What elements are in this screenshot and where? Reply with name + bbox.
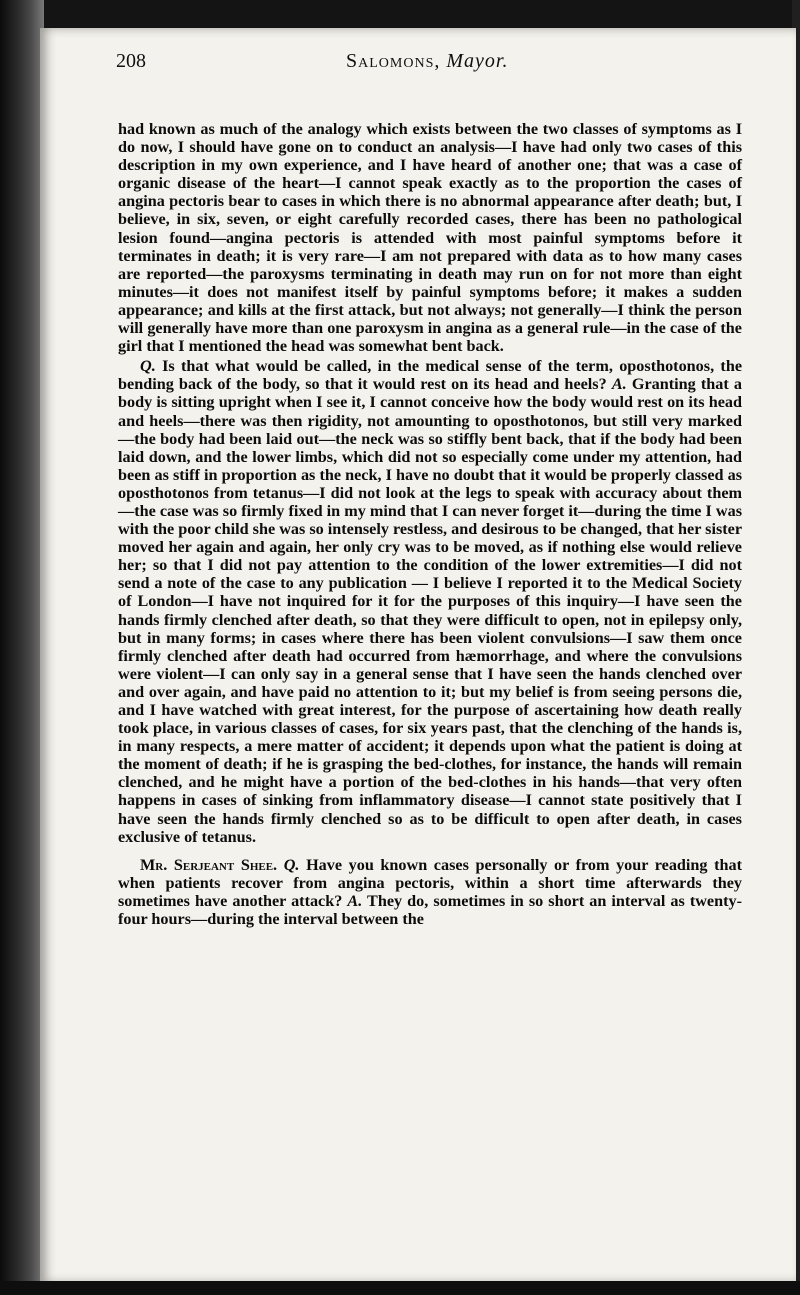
paragraph-3 [118, 856, 742, 928]
page-number: 208 [116, 50, 146, 72]
paragraph-2 [118, 357, 742, 846]
answer-text: Granting that a body is sitting upright when I see it, I cannot conceive how the body would rest on its head and heels—there was then rigidity, not amounting to oposthotonos, but still very marked—the body had been laid out—the neck was so stiffly bent back, that if the body had been laid down, and the lower limbs, which did not so especially come under my attention, had been as stiff in proportion as the neck, I have no doubt that it would be properly classed as oposthotonos from tetanus—I did not look at the legs to speak with accuracy about them—the case was so firmly fixed in my mind that I can never forget it—during the time I was with the poor child she was so intensely restless, and desirous to be changed, that her sister moved her again and again, her only cry was to be moved, as if nothing else would relieve her; so that I did not pay attention to the condition of the lower extremities—I did not send a note of the case to any publication — I believe I reported it to the Medical Society of London—I have not inquired for it for the purposes of this inquiry—I have seen the hands firmly clenched after death, so that they were difficult to open, not in epilepsy only, but in many forms; in cases where there has been violent convulsions—I saw them once firmly clenched after death had occurred from hæmorrhage, and where the convulsions were violent—I can only say in a general sense that I have seen the hands clenched over and over again, and have paid no attention to it; but my belief is from seeing persons die, and I have watched with great interest, for the purpose of ascertaining how death really took place, in various classes of cases, for six years past, that the clenching of the hands is, in many respects, a mere matter of accident; it depends upon what the patient is doing at the moment of death; if he is grasping the bed-clothes, for instance, the hands will remain clenched, and he might have a portion of the bed-clothes in his hands—that very often happens in cases of sinking from inflammatory disease—I cannot state positively that I have seen the hands firmly clenched so as to be difficult to open after death, in cases exclusive of tetanus. [118, 375, 743, 846]
running-head [346, 50, 508, 73]
running-head-name: Salomons, [346, 50, 441, 72]
binding-shadow [0, 0, 44, 1295]
answer-marker: A. [347, 891, 363, 910]
scan-border-bottom [0, 1281, 800, 1295]
paragraph-1: had known as much of the analogy which exists between the two classes of symptoms as I do now, I should have gone on to conduct an analysis—I have had only two cases of this description in my own experience, and I have heard of another one; that was a case of organic disease of the heart—I cannot speak exactly as to the proportion the cases of angina pectoris bear to cases in which there is no abnormal appearance after death; but, I believe, in six, seven, or eight carefully recorded cases, there has been no pathological lesion found—angina pectoris is attended with most painful symptoms before it terminates in death; it is very rare—I am not prepared with data as to how many cases are reported—the paroxysms terminating in death may run on for not more than eight minutes—it does not manifest itself by painful symptoms before; it makes a sudden appearance; and kills at the first attack, but not always; not generally—I think the person will generally have more than one paroxysm in angina as a general rule—in the case of the girl that I mentioned the head was somewhat bent back. [118, 120, 742, 356]
question-marker: Q. [283, 855, 300, 874]
question-text: Have you known cases personally or from your reading that when patients recover from angina pectoris, within a short time afterwards they sometimes have another attack? [118, 855, 742, 910]
question-text: Is that what would be called, in the medical sense of the term, oposthotonos, the bending back of the body, so that it would rest on its head and heels? [118, 357, 743, 394]
running-head-title: Mayor. [446, 50, 509, 72]
answer-marker: A. [611, 375, 627, 394]
answer-text: They do, sometimes in so short an interval as twenty-four hours—during the interval between the [118, 891, 742, 929]
question-marker: Q. [140, 357, 156, 376]
speaker-name: Mr. Serjeant Shee. [140, 855, 278, 874]
page-body [118, 120, 742, 928]
